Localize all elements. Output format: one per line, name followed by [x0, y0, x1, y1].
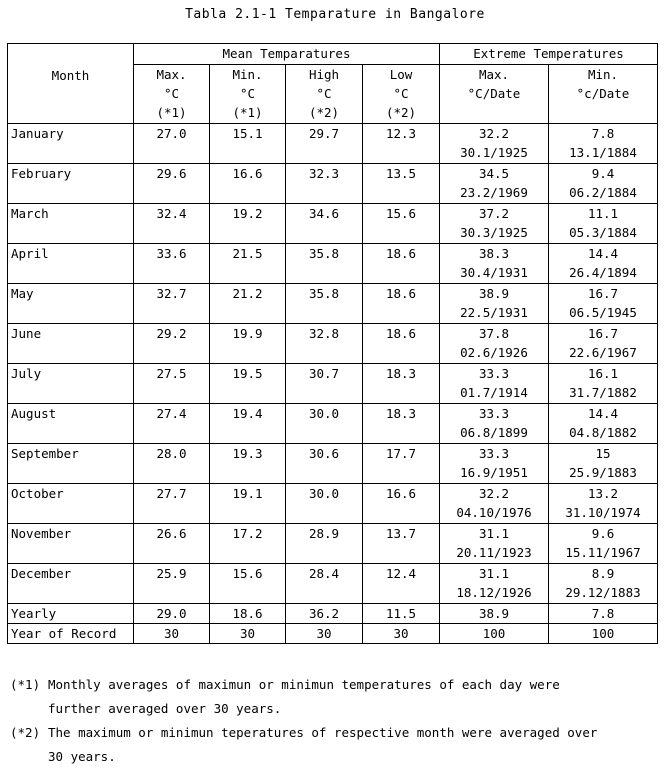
extreme-value: 32.2: [478, 126, 510, 141]
footnote-text: The maximum or minimun teperatures of respective month were averaged over: [48, 725, 598, 740]
extreme-value: 16.1: [587, 366, 619, 381]
extreme-value: 31.1: [478, 566, 510, 581]
mean-low-cell: 15.6: [363, 204, 440, 244]
extreme-value: 9.6: [591, 526, 615, 541]
extreme-date: 30.3/1925: [460, 225, 528, 240]
mean-low-cell: 13.5: [363, 164, 440, 204]
mean-low-cell: 12.3: [363, 124, 440, 164]
extreme-min-cell: [549, 284, 658, 324]
table-row: [8, 284, 658, 324]
extreme-value: 33.3: [478, 446, 510, 461]
mean-low-cell: 12.4: [363, 564, 440, 604]
mean-high-cell: 29.7: [286, 124, 363, 164]
mean-high-cell: 28.9: [286, 524, 363, 564]
footnotes: [10, 673, 660, 769]
footnote-mark: (*2): [10, 725, 41, 740]
mean-min-cell: 18.6: [210, 604, 286, 624]
mean-max-cell: 32.4: [134, 204, 210, 244]
extreme-value: 16.7: [587, 326, 619, 341]
extreme-date: 25.9/1883: [569, 465, 637, 480]
table-row: [8, 524, 658, 564]
table-row: [8, 164, 658, 204]
mean-high-cell: 30.7: [286, 364, 363, 404]
col-header-mean-low: Low °C (*2): [363, 65, 440, 124]
mean-min-cell: 19.5: [210, 364, 286, 404]
month-cell: October: [8, 484, 134, 524]
mean-high-cell: 34.6: [286, 204, 363, 244]
month-cell: July: [8, 364, 134, 404]
extreme-max-cell: [440, 404, 549, 444]
extreme-value: 38.3: [478, 246, 510, 261]
extreme-date: 26.4/1894: [569, 265, 637, 280]
col-header-mean-max: Max. °C (*1): [134, 65, 210, 124]
extreme-date: 04.10/1976: [456, 505, 532, 520]
mean-max-cell: 27.4: [134, 404, 210, 444]
extreme-value: 33.3: [478, 406, 510, 421]
extreme-date: 22.6/1967: [569, 345, 637, 360]
extreme-min-cell: [549, 404, 658, 444]
extreme-value: 34.5: [478, 166, 510, 181]
mean-min-cell: 16.6: [210, 164, 286, 204]
extreme-date: 30.4/1931: [460, 265, 528, 280]
mean-high-cell: 30.6: [286, 444, 363, 484]
mean-high-cell: 36.2: [286, 604, 363, 624]
month-cell: March: [8, 204, 134, 244]
mean-high-cell: 30: [286, 624, 363, 644]
mean-high-cell: 35.8: [286, 244, 363, 284]
mean-max-cell: 29.6: [134, 164, 210, 204]
extreme-min-cell: [549, 444, 658, 484]
extreme-date: 18.12/1926: [456, 585, 532, 600]
mean-low-cell: 11.5: [363, 604, 440, 624]
table-row: [8, 204, 658, 244]
mean-min-cell: 19.1: [210, 484, 286, 524]
mean-high-cell: 32.8: [286, 324, 363, 364]
extreme-max-cell: 100: [440, 624, 549, 644]
extreme-date: 16.9/1951: [460, 465, 528, 480]
extreme-date: 02.6/1926: [460, 345, 528, 360]
extreme-min-cell: [549, 564, 658, 604]
month-cell: Yearly: [8, 604, 134, 624]
mean-min-cell: 17.2: [210, 524, 286, 564]
mean-high-cell: 35.8: [286, 284, 363, 324]
mean-min-cell: 15.6: [210, 564, 286, 604]
extreme-value: 37.8: [478, 326, 510, 341]
footnote-2: [10, 721, 660, 769]
extreme-max-cell: [440, 284, 549, 324]
month-header: Month: [8, 44, 134, 124]
month-cell: April: [8, 244, 134, 284]
col-header-extreme-min: Min. °c/Date: [549, 65, 658, 124]
extreme-min-cell: [549, 124, 658, 164]
year-of-record-row: [8, 624, 658, 644]
extreme-value: 11.1: [587, 206, 619, 221]
table-row: [8, 324, 658, 364]
extreme-date: 20.11/1923: [456, 545, 532, 560]
month-cell: December: [8, 564, 134, 604]
month-cell: June: [8, 324, 134, 364]
extreme-min-cell: 100: [549, 624, 658, 644]
extreme-min-cell: [549, 364, 658, 404]
extreme-date: 06.8/1899: [460, 425, 528, 440]
extreme-min-cell: [549, 524, 658, 564]
extreme-value: 15: [595, 446, 611, 461]
extreme-value: 14.4: [587, 246, 619, 261]
mean-min-cell: 30: [210, 624, 286, 644]
table-row: [8, 484, 658, 524]
mean-max-cell: 29.0: [134, 604, 210, 624]
mean-temperatures-header: Mean Temparatures: [134, 44, 440, 65]
mean-max-cell: 27.0: [134, 124, 210, 164]
month-cell: February: [8, 164, 134, 204]
extreme-value: 9.4: [591, 166, 615, 181]
mean-min-cell: 21.5: [210, 244, 286, 284]
extreme-value: 38.9: [478, 286, 510, 301]
footnote-mark: (*1): [10, 677, 41, 692]
extreme-temperatures-header: Extreme Temperatures: [440, 44, 658, 65]
mean-min-cell: 19.3: [210, 444, 286, 484]
mean-max-cell: 27.7: [134, 484, 210, 524]
extreme-value: 14.4: [587, 406, 619, 421]
footnote-text: further averaged over 30 years.: [48, 701, 282, 716]
extreme-max-cell: [440, 444, 549, 484]
extreme-max-cell: [440, 564, 549, 604]
mean-low-cell: 18.6: [363, 324, 440, 364]
month-cell: May: [8, 284, 134, 324]
extreme-date: 31.7/1882: [569, 385, 637, 400]
mean-min-cell: 19.9: [210, 324, 286, 364]
mean-low-cell: 18.6: [363, 244, 440, 284]
mean-low-cell: 13.7: [363, 524, 440, 564]
extreme-max-cell: [440, 244, 549, 284]
mean-high-cell: 28.4: [286, 564, 363, 604]
mean-min-cell: 15.1: [210, 124, 286, 164]
extreme-date: 22.5/1931: [460, 305, 528, 320]
mean-max-cell: 26.6: [134, 524, 210, 564]
extreme-max-cell: 38.9: [440, 604, 549, 624]
extreme-max-cell: [440, 484, 549, 524]
mean-max-cell: 29.2: [134, 324, 210, 364]
footnote-text: 30 years.: [48, 749, 116, 764]
extreme-max-cell: [440, 524, 549, 564]
mean-low-cell: 17.7: [363, 444, 440, 484]
month-cell: Year of Record: [8, 624, 134, 644]
footnote-text: Monthly averages of maximun or minimun temperatures of each day were: [48, 677, 560, 692]
col-header-mean-high: High °C (*2): [286, 65, 363, 124]
mean-max-cell: 27.5: [134, 364, 210, 404]
extreme-date: 01.7/1914: [460, 385, 528, 400]
mean-high-cell: 30.0: [286, 484, 363, 524]
extreme-min-cell: [549, 204, 658, 244]
table-row: [8, 124, 658, 164]
mean-low-cell: 18.3: [363, 404, 440, 444]
extreme-max-cell: [440, 364, 549, 404]
extreme-min-cell: [549, 484, 658, 524]
mean-max-cell: 30: [134, 624, 210, 644]
month-cell: January: [8, 124, 134, 164]
month-cell: November: [8, 524, 134, 564]
extreme-value: 7.8: [591, 126, 615, 141]
month-cell: August: [8, 404, 134, 444]
footnote-1: [10, 673, 660, 721]
mean-max-cell: 33.6: [134, 244, 210, 284]
table-row: [8, 444, 658, 484]
mean-low-cell: 18.3: [363, 364, 440, 404]
mean-low-cell: 18.6: [363, 284, 440, 324]
col-header-mean-min: Min. °C (*1): [210, 65, 286, 124]
extreme-date: 23.2/1969: [460, 185, 528, 200]
extreme-value: 8.9: [591, 566, 615, 581]
extreme-value: 32.2: [478, 486, 510, 501]
mean-low-cell: 30: [363, 624, 440, 644]
mean-high-cell: 30.0: [286, 404, 363, 444]
extreme-date: 06.5/1945: [569, 305, 637, 320]
extreme-min-cell: 7.8: [549, 604, 658, 624]
extreme-date: 31.10/1974: [565, 505, 641, 520]
month-cell: September: [8, 444, 134, 484]
extreme-max-cell: [440, 324, 549, 364]
table-row: [8, 244, 658, 284]
yearly-row: [8, 604, 658, 624]
table-title: Tabla 2.1-1 Temparature in Bangalore: [185, 7, 485, 22]
table-row: [8, 564, 658, 604]
extreme-max-cell: [440, 124, 549, 164]
mean-high-cell: 32.3: [286, 164, 363, 204]
extreme-value: 31.1: [478, 526, 510, 541]
temperature-table: [7, 43, 658, 644]
col-header-extreme-max: Max. °C/Date: [440, 65, 549, 124]
extreme-date: 06.2/1884: [569, 185, 637, 200]
extreme-date: 15.11/1967: [565, 545, 641, 560]
extreme-date: 30.1/1925: [460, 145, 528, 160]
extreme-min-cell: [549, 324, 658, 364]
mean-min-cell: 21.2: [210, 284, 286, 324]
table-row: [8, 404, 658, 444]
extreme-date: 05.3/1884: [569, 225, 637, 240]
extreme-max-cell: [440, 164, 549, 204]
extreme-min-cell: [549, 244, 658, 284]
mean-max-cell: 28.0: [134, 444, 210, 484]
extreme-date: 04.8/1882: [569, 425, 637, 440]
mean-max-cell: 25.9: [134, 564, 210, 604]
extreme-value: 13.2: [587, 486, 619, 501]
extreme-min-cell: [549, 164, 658, 204]
extreme-date: 13.1/1884: [569, 145, 637, 160]
extreme-max-cell: [440, 204, 549, 244]
extreme-value: 16.7: [587, 286, 619, 301]
extreme-value: 33.3: [478, 366, 510, 381]
table-row: [8, 364, 658, 404]
mean-min-cell: 19.4: [210, 404, 286, 444]
mean-low-cell: 16.6: [363, 484, 440, 524]
mean-max-cell: 32.7: [134, 284, 210, 324]
extreme-value: 37.2: [478, 206, 510, 221]
extreme-date: 29.12/1883: [565, 585, 641, 600]
mean-min-cell: 19.2: [210, 204, 286, 244]
